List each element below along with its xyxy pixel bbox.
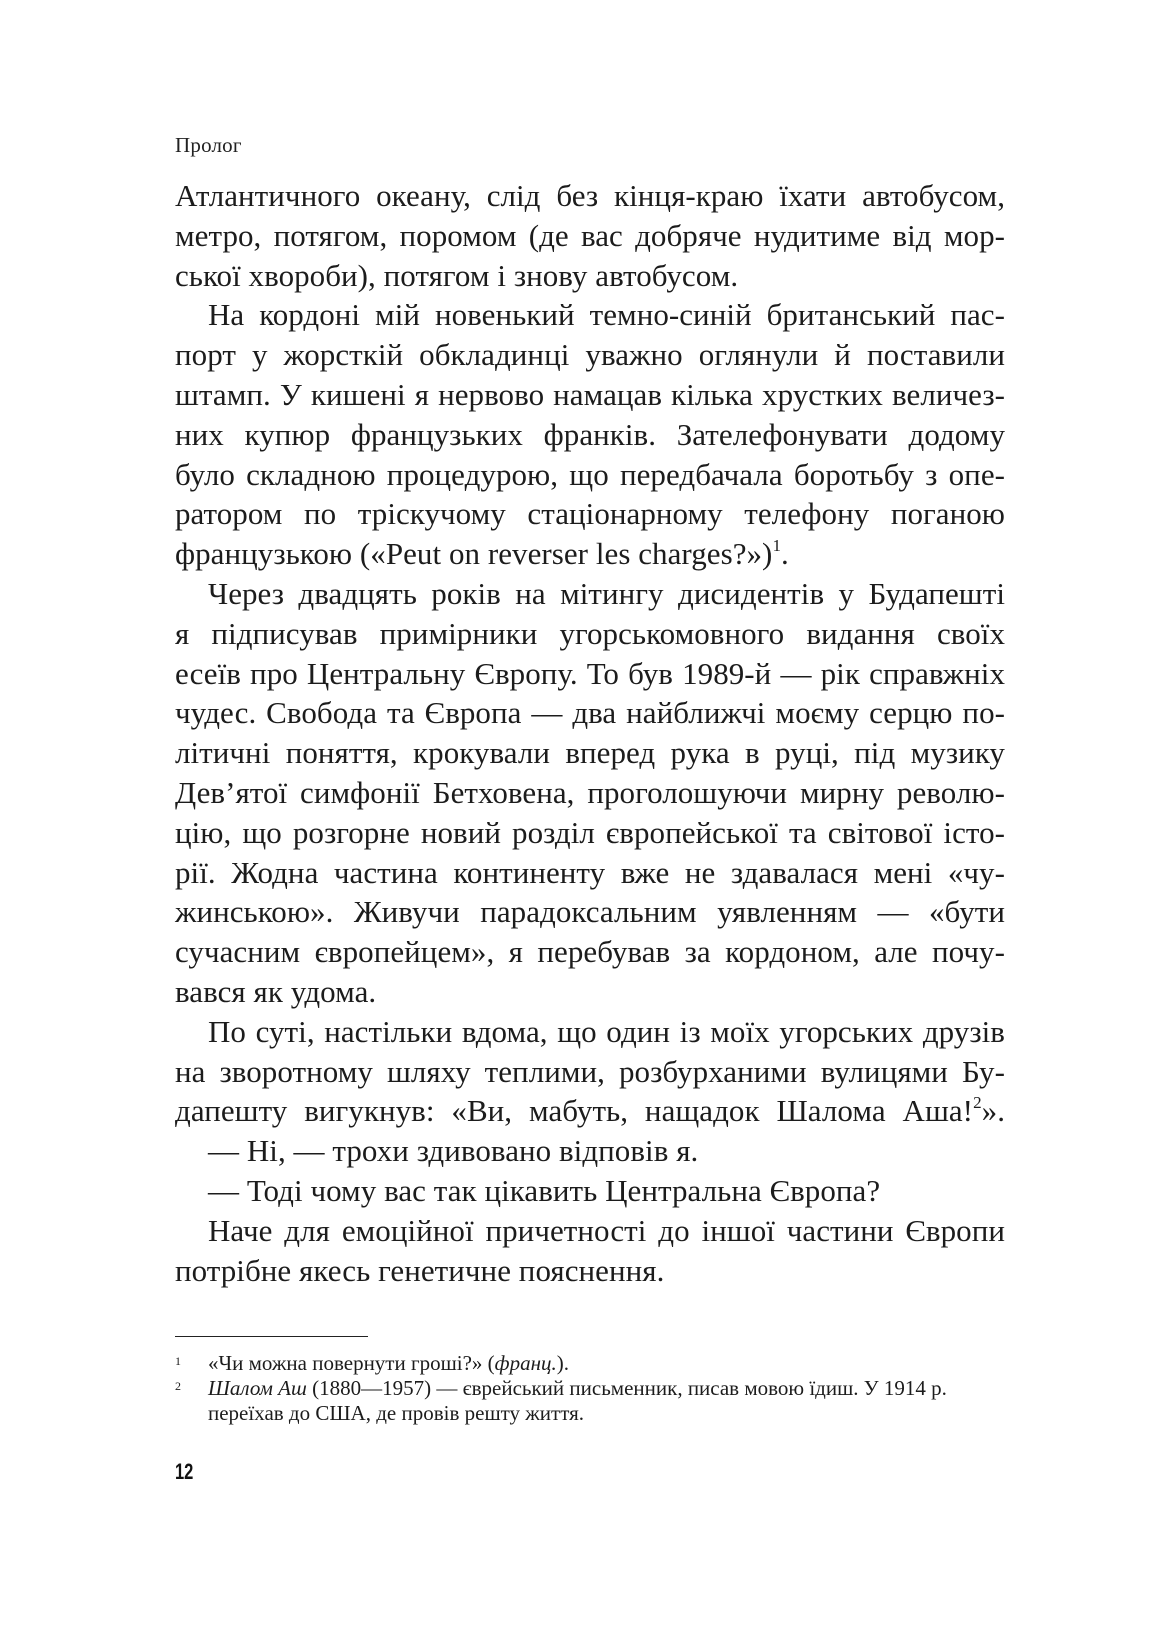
text-line	[175, 853, 1005, 893]
line-text: ратором по тріскучому стаціонарному телефону поганою	[175, 496, 1005, 532]
text-line	[175, 216, 1005, 256]
book-page	[175, 0, 1005, 1630]
footnote-separator	[175, 1336, 368, 1337]
line-text: штамп. У кишені я нервово намацав кілька хрустких величез-	[175, 376, 1005, 412]
text-line	[175, 256, 1005, 296]
body-text	[175, 176, 1005, 1290]
footnotes	[175, 1351, 1015, 1426]
text-line	[175, 932, 1005, 972]
line-text-after-reference: ».	[981, 1093, 1005, 1129]
line-text: потрібне якесь генетичне пояснення.	[175, 1252, 665, 1288]
footnote-line	[208, 1351, 1015, 1376]
text-line	[175, 892, 1005, 932]
line-text: Дев’ятої симфонії Бетховена, проголошуючи мирну револю-	[175, 774, 1005, 810]
footnote-number: 1	[175, 1354, 181, 1368]
line-text: французькою («Peut on reverser les charges?»)	[175, 536, 773, 572]
footnote-text	[208, 1376, 1015, 1426]
text-line	[175, 1211, 1005, 1251]
line-text: По суті, настільки вдома, що один із моїх угорських друзів	[208, 1013, 1005, 1049]
footnote-reference[interactable]: 1	[772, 536, 782, 556]
line-text: жинською». Живучи парадоксальним уявленням — «бути	[175, 894, 1005, 930]
text-line	[175, 176, 1005, 216]
line-text: цію, що розгорне новий розділ європейської та світової істо-	[175, 814, 1005, 850]
line-text-after-reference: .	[781, 536, 789, 572]
text-line	[175, 1131, 1005, 1171]
line-text: метро, потягом, поромом (де вас добряче нудитиме від мор-	[175, 217, 1005, 253]
line-text: на зворотному шляху теплими, розбурханими вулицями Бу-	[175, 1053, 1005, 1089]
text-line	[175, 972, 1005, 1012]
line-text: — Ні, — трохи здивовано відповів я.	[208, 1133, 699, 1169]
text-line	[175, 1012, 1005, 1052]
footnote-line	[208, 1376, 1015, 1401]
line-text: було складною процедурою, що передбачала боротьбу з опе-	[175, 456, 1005, 492]
text-line	[175, 1171, 1005, 1211]
text-line	[175, 455, 1005, 495]
footnote-reference[interactable]: 2	[973, 1093, 982, 1113]
running-head: Пролог	[175, 133, 242, 157]
line-text: — Тоді чому вас так цікавить Центральна Європа?	[208, 1172, 881, 1208]
text-line	[175, 415, 1005, 455]
footnote-line-text: (1880—1957) — єврейський письменник, писав мовою їдиш. У 1914 р.	[306, 1376, 947, 1400]
text-line	[175, 534, 1005, 574]
text-line	[175, 733, 1005, 773]
line-text: Атлантичного океану, слід без кінця-краю їхати автобусом,	[175, 178, 1005, 213]
text-line	[175, 654, 1005, 694]
text-line	[175, 614, 1005, 654]
line-text: рії. Жодна частина континенту вже не здавалася мені «чу-	[175, 854, 1005, 890]
text-line	[175, 813, 1005, 853]
text-line	[175, 1052, 1005, 1092]
line-text: них купюр французьких франків. Зателефонувати додому	[175, 416, 1005, 452]
text-line	[175, 773, 1005, 813]
footnote-italic-name: Шалом Аш	[208, 1376, 307, 1400]
line-text: я підписував примірники угорськомовного видання своїх	[175, 615, 1005, 651]
line-text: чудес. Свобода та Європа — два найближчі моєму серцю по-	[175, 695, 1005, 731]
line-text: літичні поняття, крокували вперед рука в руці, під музику	[175, 735, 1005, 771]
footnote-line-text: переїхав до США, де провів решту життя.	[208, 1401, 585, 1425]
line-text: вався як удома.	[175, 973, 377, 1009]
line-text: есеїв про Центральну Європу. То був 1989-й — рік справжніх	[175, 655, 1005, 691]
footnote-line-text-end: ).	[556, 1351, 569, 1375]
line-text: сучасним європейцем», я перебував за кордоном, але почу-	[175, 934, 1005, 970]
footnote-number: 2	[175, 1379, 181, 1393]
footnote-line-text: «Чи можна повернути гроші?» (	[208, 1351, 495, 1375]
footnote-italic-abbreviation: франц.	[494, 1351, 557, 1375]
text-line	[175, 494, 1005, 534]
line-text: порт у жорсткій обкладинці уважно оглянули й поставили	[175, 337, 1005, 373]
footnote	[175, 1376, 1015, 1426]
text-line	[175, 295, 1005, 335]
line-text: На кордоні мій новенький темно-синій британський пас-	[208, 297, 1005, 333]
footnote	[175, 1351, 1015, 1376]
line-text: Наче для емоційної причетності до іншої частини Європи	[208, 1212, 1005, 1248]
page-number: 12	[175, 1459, 194, 1484]
footnote-text	[208, 1351, 1015, 1376]
footnote-line	[208, 1401, 1015, 1426]
line-text: ської хвороби), потягом і знову автобусом.	[175, 257, 739, 293]
text-line	[175, 335, 1005, 375]
text-line	[175, 693, 1005, 733]
line-text: дапешту вигукнув: «Ви, мабуть, нащадок Шалома Аша!	[175, 1093, 974, 1129]
text-line	[175, 1251, 1005, 1291]
text-line	[175, 375, 1005, 415]
line-text: Через двадцять років на мітингу дисидентів у Будапешті	[208, 575, 1005, 611]
text-line	[175, 574, 1005, 614]
text-line	[175, 1091, 1005, 1131]
